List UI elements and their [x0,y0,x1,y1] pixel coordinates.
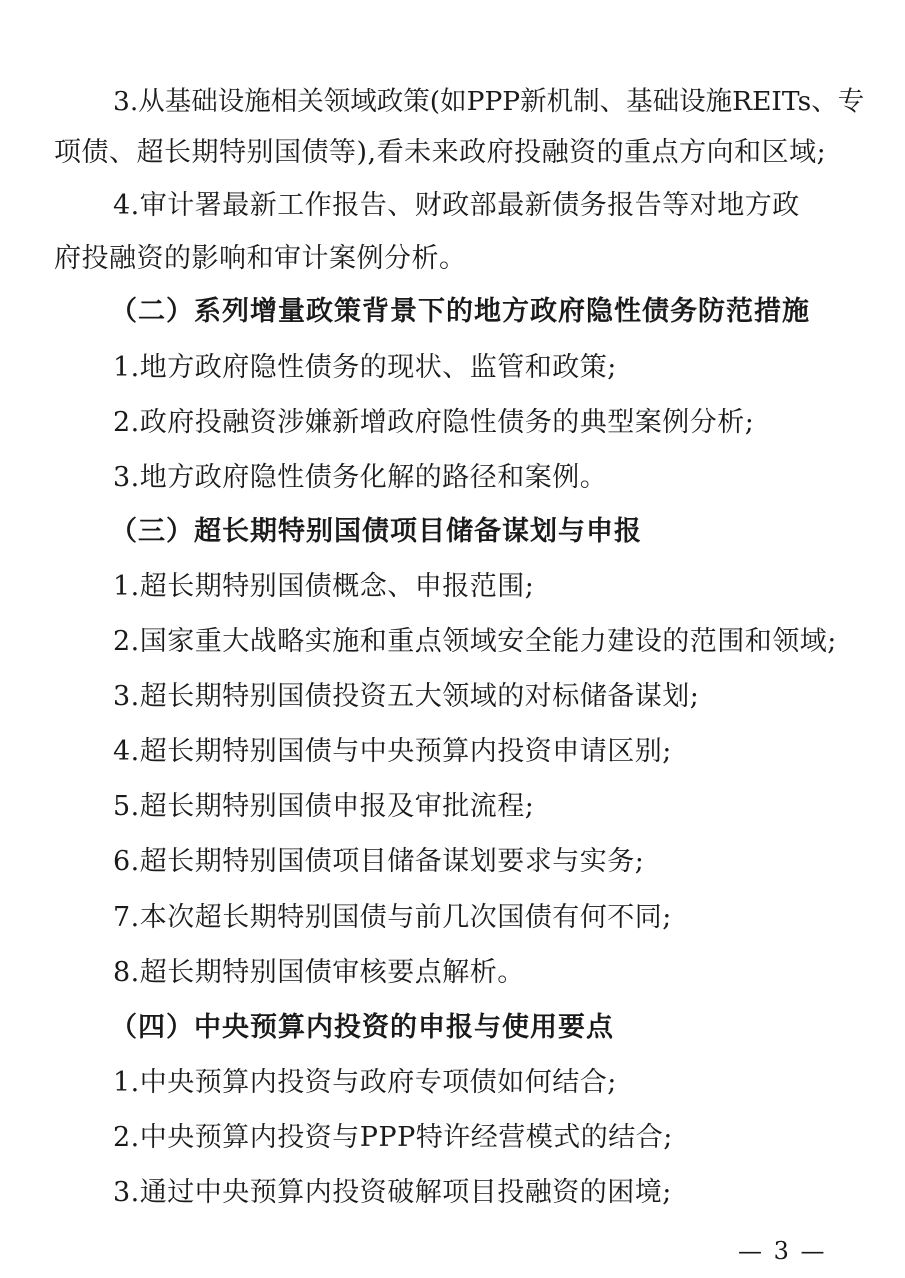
list-item: 1.中央预算内投资与政府专项债如何结合; [113,1067,617,1098]
list-item: 6.超长期特别国债项目储备谋划要求与实务; [113,846,645,877]
paragraph-line: 项债、超长期特别国债等),看未来政府投融资的重点方向和区域; [54,137,827,168]
list-item: 1.超长期特别国债概念、申报范围; [113,571,535,602]
section-heading: （四）中央预算内投资的申报与使用要点 [110,1012,614,1043]
list-item: 7.本次超长期特别国债与前几次国债有何不同; [113,902,672,933]
list-item: 2.中央预算内投资与PPP特许经营模式的结合; [113,1122,673,1153]
page-number: — 3 — [738,1237,827,1265]
list-item: 3.超长期特别国债投资五大领域的对标储备谋划; [113,681,700,712]
list-item: 4.超长期特别国债与中央预算内投资申请区别; [113,736,672,767]
list-item: 2.国家重大战略实施和重点领域安全能力建设的范围和领域; [113,626,837,657]
section-heading: （二）系列增量政策背景下的地方政府隐性债务防范措施 [110,296,810,327]
paragraph-line: 府投融资的影响和审计案例分析。 [54,243,467,274]
list-item: 2.政府投融资涉嫌新增政府隐性债务的典型案例分析; [113,407,755,438]
list-item: 3.地方政府隐性债务化解的路径和案例。 [113,462,608,493]
paragraph-line: 3.从基础设施相关领域政策(如PPP新机制、基础设施REITs、专 [113,86,865,117]
list-item: 5.超长期特别国债申报及审批流程; [113,791,535,822]
list-item: 1.地方政府隐性债务的现状、监管和政策; [113,352,617,383]
list-item: 3.通过中央预算内投资破解项目投融资的困境; [113,1177,672,1208]
list-item: 8.超长期特别国债审核要点解析。 [113,957,525,988]
section-heading: （三）超长期特别国债项目储备谋划与申报 [110,516,642,547]
paragraph-line: 4.审计署最新工作报告、财政部最新债务报告等对地方政 [113,190,800,221]
